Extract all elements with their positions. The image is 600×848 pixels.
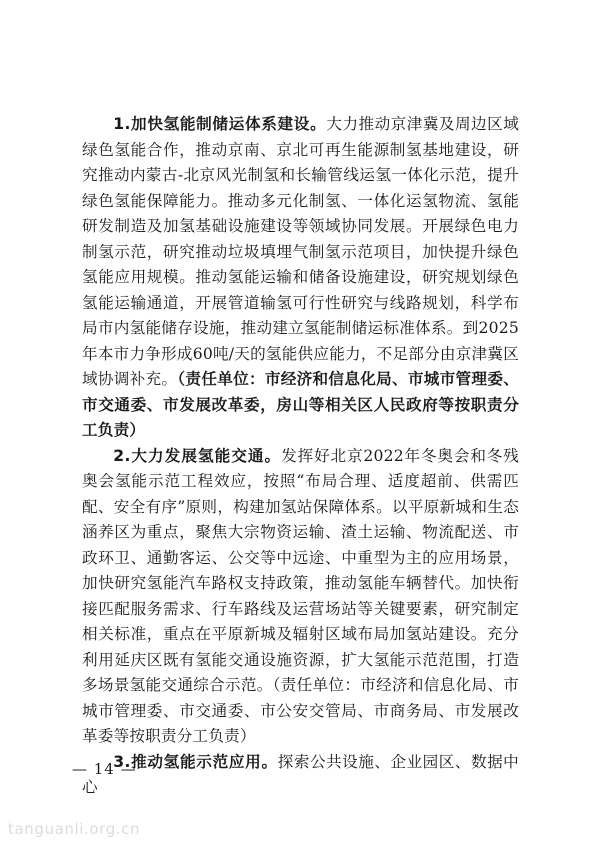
responsibility-note: （责任单位：市经济和信息化局、市城市管理委、市交通委、市发展改革委，房山等相关区人民政府等按职责分工负责） (82, 370, 519, 439)
responsibility-note: （责任单位：市经济和信息化局、市城市管理委、市交通委、市公安交管局、市商务局、市发展改革委等按职责分工负责） (82, 676, 519, 745)
paragraph-text: 探索公共设施、企业园区、数据中心 (82, 752, 519, 796)
watermark: tanguanli.org.cn (8, 820, 141, 838)
document-body (82, 112, 519, 801)
paragraph-heading: 3.推动氢能示范应用。 (113, 752, 278, 771)
paragraph-heading: 2.大力发展氢能交通。 (113, 446, 282, 465)
paragraph-text: 发挥好北京2022年冬奥会和冬残奥会氢能示范工程效应，按照“布局合理、适度超前、供需匹配、安全有序”原则，构建加氢站保障体系。以平原新城和生态涵养区为重点，聚焦大宗物资运输、渣土运输、物流配送、市政环卫、通勤客运、公交等中远途、中重型为主的应用场景，加快研究氢能汽车路权支持政策，推动氢能车辆替代。加快衔接匹配服务需求、行车路线及运营场站等关键要素，研究制定相关标准，重点在平原新城及辐射区域布局加氢站建设。充分利用延庆区既有氢能交通设施资源，扩大氢能示范范围，打造多场景氢能交通综合示范。 (82, 446, 519, 694)
paragraph-hydrogen-demo (82, 750, 519, 801)
paragraph-text: 大力推动京津冀及周边区域绿色氢能合作，推动京南、京北可再生能源制氢基地建设，研究推动内蒙古-北京风光制氢和长输管线运氢一体化示范，提升绿色氢能保障能力。推动多元化制氢、一体化运氢物流、氢能研发制造及加氢基础设施建设等领域协同发展。开展绿色电力制氢示范，研究推动垃圾填埋气制氢示范项目，加快提升绿色氢能应用规模。推动氢能运输和储备设施建设，研究规划绿色氢能运输通道，开展管道输氢可行性研究与线路规划，科学布局市内氢能储存设施，推动建立氢能制储运标准体系。到2025年本市力争形成60吨/天的氢能供应能力，不足部分由京津冀区域协调补充。 (82, 115, 520, 388)
page-number: — 14 — (72, 760, 137, 778)
paragraph-heading: 1.加快氢能制储运体系建设。 (113, 115, 327, 133)
paragraph-hydrogen-transport (82, 444, 519, 750)
paragraph-hydrogen-supply (82, 112, 519, 444)
